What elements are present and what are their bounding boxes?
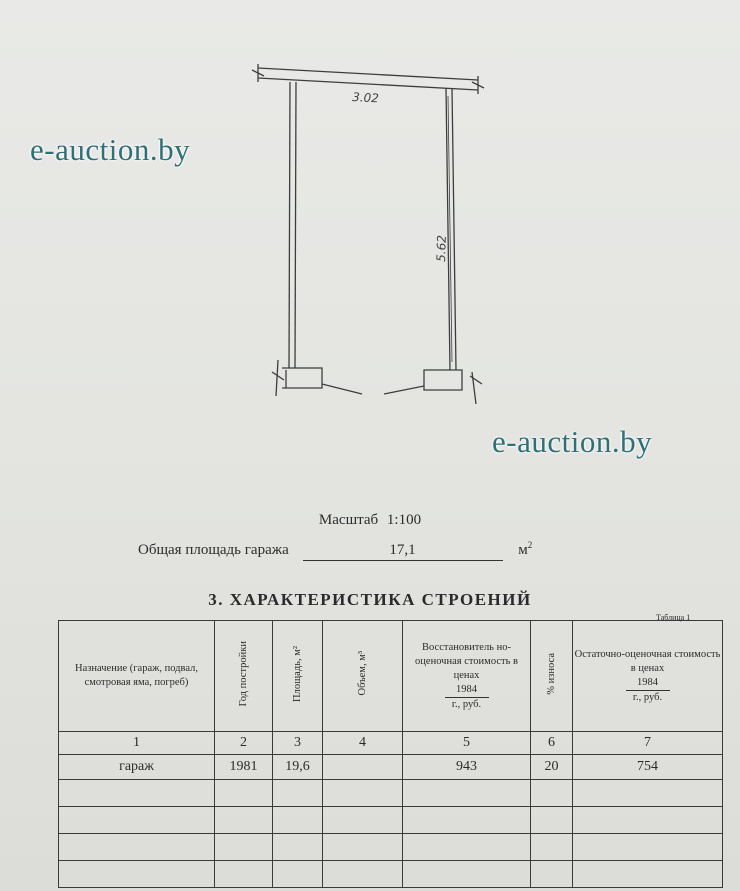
section-title: 3. ХАРАКТЕРИСТИКА СТРОЕНИЙ	[208, 590, 532, 609]
watermark-bottom: e-auction.by	[492, 424, 653, 459]
header-year: Год постройки	[215, 621, 273, 732]
header-volume: Объем, м³	[323, 621, 403, 732]
plan-left-wall-inner	[295, 82, 296, 368]
total-area-label: Общая площадь гаража	[138, 542, 289, 558]
total-area-unit: $м^2$	[518, 540, 533, 558]
column-number: 1	[59, 732, 215, 755]
table-column-numbers-row	[59, 732, 723, 755]
column-number: 6	[531, 732, 573, 755]
column-number: 5	[403, 732, 531, 755]
header-purpose: Назначение (гараж, подвал, смотровая яма, погреб)	[59, 621, 215, 732]
cell-residual-cost: 754	[573, 755, 723, 780]
plan-top-wall-inner	[258, 78, 478, 90]
cell-volume	[323, 755, 403, 780]
table-row-empty	[59, 780, 723, 807]
column-number: 3	[273, 732, 323, 755]
header-residual-cost: Остаточно-оценочная стоимость в ценах 1984 г., руб.	[573, 621, 723, 732]
column-number: 7	[573, 732, 723, 755]
header-restoration-cost: Восстановитель но-оценочная стоимость в ценах 1984 г., руб.	[403, 621, 531, 732]
cell-restoration-cost: 943	[403, 755, 531, 780]
plan-gate-leaf-right	[384, 386, 424, 394]
cell-year: 1981	[215, 755, 273, 780]
scale-value: 1:100	[386, 512, 422, 528]
header-area: Площадь, м²	[273, 621, 323, 732]
plan-dimension-length: 5.62	[434, 234, 449, 263]
table-row-empty	[59, 861, 723, 888]
column-number: 4	[323, 732, 403, 755]
cell-wear: 20	[531, 755, 573, 780]
scale-line	[0, 512, 740, 529]
scale-label: Масштаб	[318, 512, 379, 528]
plan-left-pier	[282, 368, 322, 388]
plan-right-pier	[424, 370, 462, 390]
plan-right-wall-outer	[452, 88, 456, 370]
header-wear: % износа	[531, 621, 573, 732]
watermark-top: e-auction.by	[30, 132, 191, 167]
table-label: Таблица 1	[656, 613, 691, 622]
plan-top-wall-outer	[258, 68, 478, 80]
cell-area: 19,6	[273, 755, 323, 780]
table-row-empty	[59, 807, 723, 834]
plan-dimension-width: 3.02	[351, 90, 380, 106]
column-number: 2	[215, 732, 273, 755]
plan-gate-leaf-left	[322, 384, 362, 394]
table-row	[59, 755, 723, 780]
cell-purpose: гараж	[59, 755, 215, 780]
total-area-line	[138, 540, 532, 561]
table-row-empty	[59, 834, 723, 861]
buildings-table	[58, 620, 723, 888]
plan-right-wall-inner	[446, 88, 450, 370]
total-area-value: 17,1	[303, 542, 503, 561]
plan-left-wall-outer	[289, 82, 290, 368]
table-header-row	[59, 621, 723, 732]
